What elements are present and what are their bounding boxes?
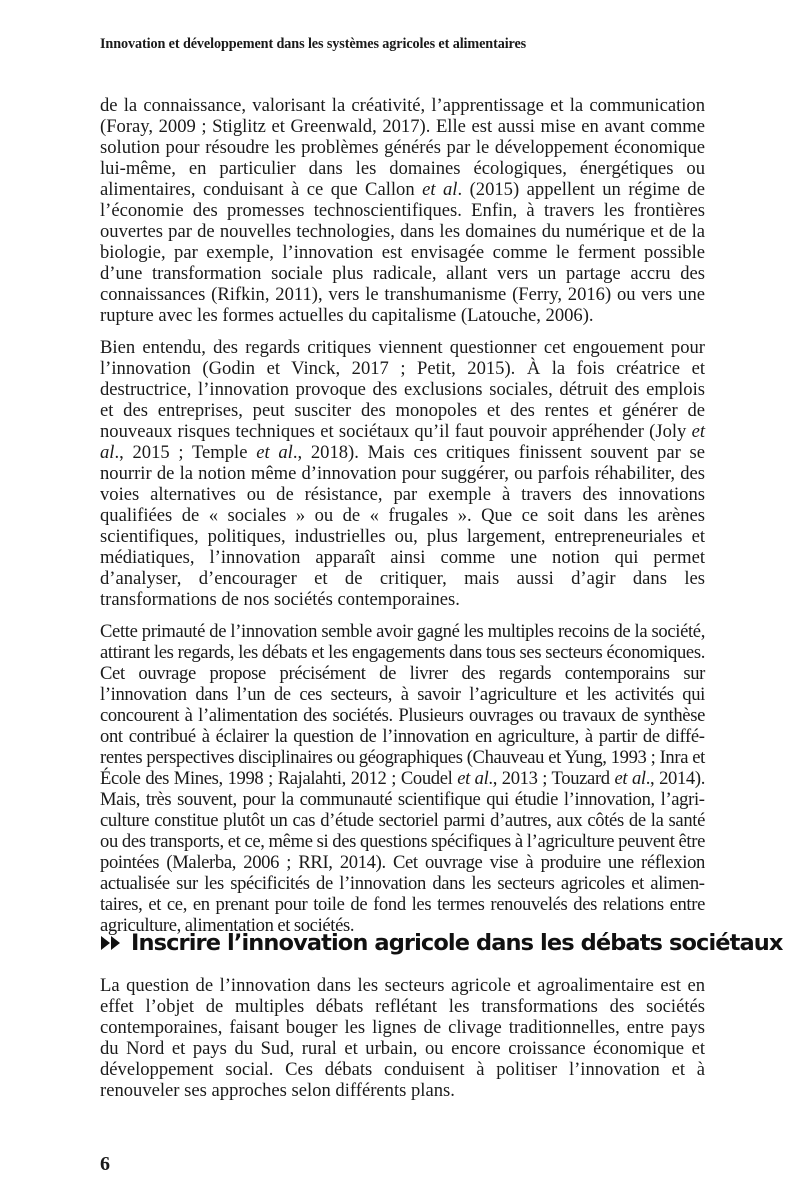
paragraph-2 <box>100 337 705 610</box>
text-segment: ., 2013 ; Touzard <box>488 768 615 789</box>
italic-et-al: et al <box>256 442 293 463</box>
text-segment: Cette primauté de l’innovation semble avoir gagné les multiples recoins de la société, attirant les regards, les débats et les engagements dans tous ses secteurs économiques. Cet ouvrage propose précisément de livrer des regards contemporains sur l’innovation dans l’un de ces secteurs, à savoir l’agriculture et les activités qui concourent à l’alimentation des sociétés. Plusieurs ouvrages ou travaux de synthèse ont contribué à éclairer la question de l’innovation en agriculture, à partir de différentes perspectives disciplinaires ou géographiques (Chauveau et Yung, 1993 ; Inra et École des Mines, 1998 ; Rajalahti, 2012 ; Coudel <box>100 621 705 789</box>
text-segment: Bien entendu, des regards critiques viennent questionner cet engouement pour l’innovation (Godin et Vinck, 2017 ; Petit, 2015). À la fois créatrice et destructrice, l’innovation provoque des exclusions sociales, détruit des emplois et des entreprises, peut susciter des monopoles et des rentes et générer de nouveaux risques techniques et sociétaux qu’il faut pouvoir appréhender (Joly <box>100 337 705 442</box>
text-segment: de la connaissance, valorisant la créativité, l’apprentissage et la communication (Foray, 2009 ; Stiglitz et Greenwald, 2017). Elle est aussi mise en avant comme solution pour résoudre les problèmes générés par le développement économique lui-même, en particulier dans les domaines écologiques, énergétiques ou alimentaires, conduisant à ce que Callon <box>100 95 705 200</box>
section-heading <box>100 930 783 956</box>
paragraph-3 <box>100 621 705 936</box>
text-segment: ., 2018). Mais ces critiques finissent souvent par se nourrir de la notion même d’innovation pour suggérer, ou parfois réhabiliter, des voies alternatives ou de résistance, par exemple à travers des innovations qualifiées de « sociales » ou de « frugales ». Que ce soit dans les arènes scientifiques, politiques, industrielles ou, plus largement, entrepreneuriales et médiatiques, l’innovation apparaît ainsi comme une notion qui permet d’analyser, d’encourager et de critiquer, mais aussi d’agir dans les transformations de nos sociétés contemporaines. <box>100 442 706 610</box>
running-header: Innovation et développement dans les systèmes agricoles et alimentaires <box>100 36 527 52</box>
italic-et-al: et al <box>614 768 646 789</box>
italic-et-al: et al <box>100 421 705 463</box>
italic-et-al: et al <box>457 768 489 789</box>
text-segment: ., 2014). Mais, très souvent, pour la communauté scientifique qui étudie l’innovation, l’agriculture constitue plutôt un cas d’étude sectoriel parmi d’autres, aux côtés de la santé ou des transports, et ce, même si des questions spécifiques à l’agriculture peuvent être pointées (Malerba, 2006 ; RRI, 2014). Cet ouvrage vise à produire une réflexion actualisée sur les spécificités de l’innovation dans les secteurs agricoles et alimentaires, et ce, en prenant pour toile de fond les termes renouvelés des relations entre agriculture, alimentation et sociétés. <box>100 768 705 936</box>
section-body <box>100 975 705 1101</box>
paragraph-1 <box>100 95 705 326</box>
text-segment: ., 2015 ; Temple <box>114 442 257 463</box>
page-number: 6 <box>100 1153 110 1175</box>
section-paragraph: La question de l’innovation dans les secteurs agricole et agroalimentaire est en effet l’objet de multiples débats reflétant les transformations des sociétés contemporaines, faisant bouger les lignes de clivage traditionnelles, entre pays du Nord et pays du Sud, rural et urbain, ou encore croissance économique et développement social. Ces débats conduisent à politiser l’innovation et à renouveler ses approches selon différents plans. <box>100 975 705 1101</box>
double-arrow-right-icon <box>100 935 122 951</box>
italic-et-al: et al <box>422 179 458 200</box>
text-segment: . (2015) appellent un régime de l’économie des promesses technoscientifiques. Enfin, à travers les frontières ouvertes par de nouvelles technologies, dans les domaines du numérique et de la biologie, par exemple, l’innovation est envisagée comme le ferment possible d’une transformation sociale plus radicale, allant vers un partage accru des connaissances (Rifkin, 2011), vers le transhumanisme (Ferry, 2016) ou vers une rupture avec les formes actuelles du capitalisme (Latouche, 2006). <box>100 179 705 326</box>
section-heading-text: Inscrire l’innovation agricole dans les débats sociétaux <box>131 930 783 956</box>
body-text <box>100 95 705 947</box>
